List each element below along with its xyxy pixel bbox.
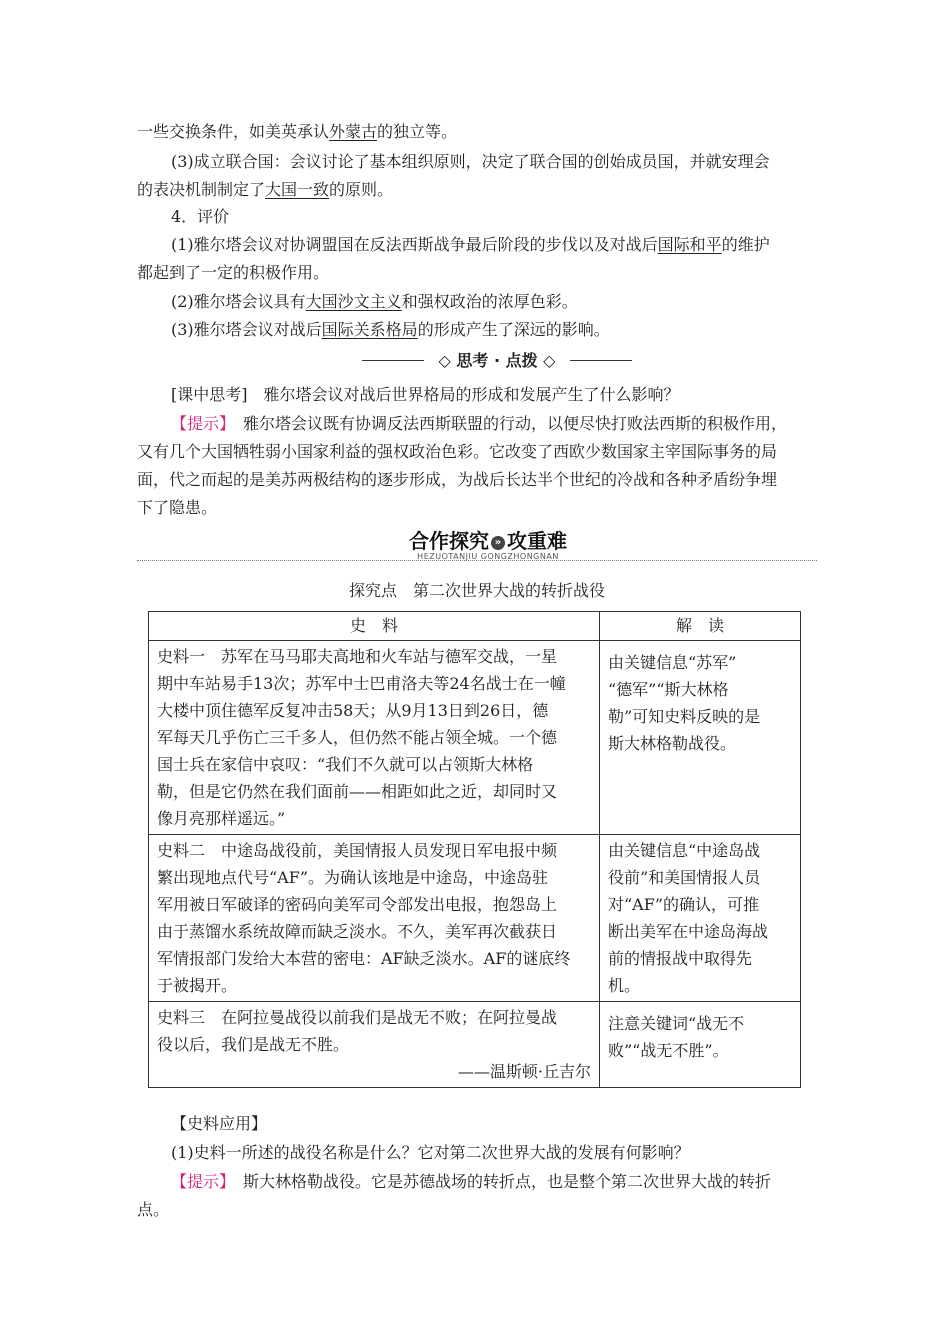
section-banner: [400, 528, 576, 562]
text-span: 的独立等。: [377, 122, 458, 141]
text-line: [171, 291, 851, 313]
text-span: 和强权政治的浓厚色彩。: [401, 292, 578, 311]
text-span: 一些交换条件，如美英承认: [137, 122, 330, 141]
table-row: [149, 1002, 801, 1088]
section-heading: 4．评价: [171, 207, 230, 226]
cell-line: 军用被日军破译的密码向美军司令部发出电报，抱怨岛上: [157, 895, 558, 914]
cell-line: 败”“战无不胜”。: [608, 1041, 729, 1060]
text-span: (2)雅尔塔会议具有: [171, 292, 306, 311]
text-span: 的维护: [721, 235, 770, 254]
answer-line: [171, 1171, 851, 1193]
cell-line: 期中车站易手13次；苏军中士巴甫洛夫等24名战士在一幢: [157, 674, 566, 693]
think-header: [362, 349, 632, 373]
question-line: [课中思考] 雅尔塔会议对战后世界格局的形成和发展产生了什么影响？: [171, 385, 680, 404]
cell-line: “德军”“斯大林格: [608, 680, 729, 699]
table-row: [149, 835, 801, 1002]
answer-line: 点。: [137, 1200, 170, 1219]
cell-line: 史料二 中途岛战役前，美国情报人员发现日军电报中频: [157, 841, 558, 860]
cell-line: 史料一 苏军在马马耶夫高地和火车站与德军交战，一星: [157, 647, 558, 666]
text-span: 的表决机制制定了: [137, 180, 266, 199]
table-cell: [600, 835, 801, 1002]
table-cell: [600, 641, 801, 835]
cell-line: 役以后，我们是战无不胜。: [157, 1035, 350, 1054]
dotted-divider: [137, 560, 817, 561]
think-header-label: ◇ 思考 · 点拨 ◇: [438, 351, 556, 370]
answer-line: 又有几个大国牺牲弱小国家利益的强权政治色彩。它改变了西欧少数国家主宰国际事务的局: [137, 442, 778, 461]
hint-label: 【提示】: [171, 1172, 228, 1191]
cell-line: 斯大林格勒战役。: [608, 734, 737, 753]
underlined-term: 国际关系格局: [321, 320, 418, 339]
answer-line: [171, 413, 851, 435]
table-header-row: [149, 612, 801, 641]
question-line: (1)史料一所述的战役名称是什么？它对第二次世界大战的发展有何影响？: [171, 1143, 690, 1162]
text-line: [137, 121, 817, 143]
cell-line: 军每天几乎伤亡三千多人，但仍然不能占领全城。一个德: [157, 728, 558, 747]
column-header: 史 料: [149, 612, 600, 641]
cell-line: 国士兵在家信中哀叹：“我们不久就可以占领斯大林格: [157, 755, 534, 774]
banner-title: [400, 528, 576, 554]
cell-line: 繁出现地点代号“AF”。为确认该地是中途岛，中途岛驻: [157, 868, 549, 887]
banner-right: 攻重难: [507, 529, 567, 553]
table-cell: [149, 641, 600, 835]
answer-line: 面，代之而起的是美苏两极结构的逐步形成，为战后长达半个世纪的冷战和各种矛盾纷争埋: [137, 470, 778, 489]
source-table: [148, 611, 801, 1088]
cell-line: 断出美军在中途岛海战: [608, 922, 769, 941]
text-span: 的形成产生了深远的影响。: [417, 320, 610, 339]
section-caption: 探究点 第二次世界大战的转折战役: [348, 581, 605, 600]
cell-line: 像月亮那样遥远。”: [157, 809, 286, 828]
cell-line: 由于蒸馏水系统故障而缺乏淡水。不久，美军再次截获日: [157, 922, 558, 941]
cell-line: 勒”可知史料反映的是: [608, 707, 761, 726]
text-line: [137, 179, 817, 201]
text-line: [171, 319, 851, 341]
cell-line: 注意关键词“战无不: [608, 1014, 745, 1033]
divider: [570, 360, 632, 361]
section-heading: 【史料应用】: [171, 1114, 268, 1133]
hint-label: 【提示】: [171, 414, 228, 433]
text-span: 的原则。: [329, 180, 394, 199]
cell-line: 役前”和美国情报人员: [608, 868, 761, 887]
underlined-term: 外蒙古: [329, 122, 378, 141]
cell-line: 前的情报战中取得先: [608, 949, 753, 968]
text-line: (3)成立联合国：会议讨论了基本组织原则，决定了联合国的创始成员国，并就安理会: [171, 152, 770, 171]
table-cell: [149, 835, 600, 1002]
cell-line: 勒，但是它仍然在我们面前——相距如此之近，却同时又: [157, 782, 558, 801]
cell-line: 大楼中顶住德军反复冲击58天；从9月13日到26日，德: [157, 701, 549, 720]
text-line: [171, 234, 851, 256]
banner-left: 合作探究: [409, 529, 489, 553]
arrow-icon: »: [491, 536, 505, 550]
column-header: 解 读: [600, 612, 801, 641]
table-cell: [600, 1002, 801, 1088]
text-span: 斯大林格勒战役。它是苏德战场的转折点，也是整个第二次世界大战的转折: [227, 1172, 772, 1191]
table-row: [149, 641, 801, 835]
underlined-term: 大国一致: [265, 180, 330, 199]
text-span: (1)雅尔塔会议对协调盟国在反法西斯战争最后阶段的步伐以及对战后: [171, 235, 658, 254]
text-span: 雅尔塔会议既有协调反法西斯联盟的行动，以便尽快打败法西斯的积极作用，: [227, 414, 788, 433]
cell-line: 于被揭开。: [157, 976, 238, 995]
cell-line: 由关键信息“中途岛战: [608, 841, 761, 860]
cell-line: 由关键信息“苏军”: [608, 653, 737, 672]
text-span: (3)雅尔塔会议对战后: [171, 320, 322, 339]
text-line: 都起到了一定的积极作用。: [137, 263, 330, 282]
underlined-term: 国际和平: [657, 235, 722, 254]
source-attribution: ——温斯顿·丘吉尔: [457, 1062, 591, 1081]
answer-line: 下了隐患。: [137, 498, 218, 517]
banner-subtitle: HEZUOTANJIU GONGZHONGNAN: [417, 552, 559, 561]
cell-line: 史料三 在阿拉曼战役以前我们是战无不败；在阿拉曼战: [157, 1008, 558, 1027]
underlined-term: 大国沙文主义: [305, 292, 402, 311]
cell-line: 机。: [608, 976, 641, 995]
cell-line: 军情报部门发给大本营的密电：AF缺乏淡水。AF的谜底终: [157, 949, 571, 968]
divider: [362, 360, 424, 361]
table-cell: [149, 1002, 600, 1088]
cell-line: 对“AF”的确认，可推: [608, 895, 760, 914]
